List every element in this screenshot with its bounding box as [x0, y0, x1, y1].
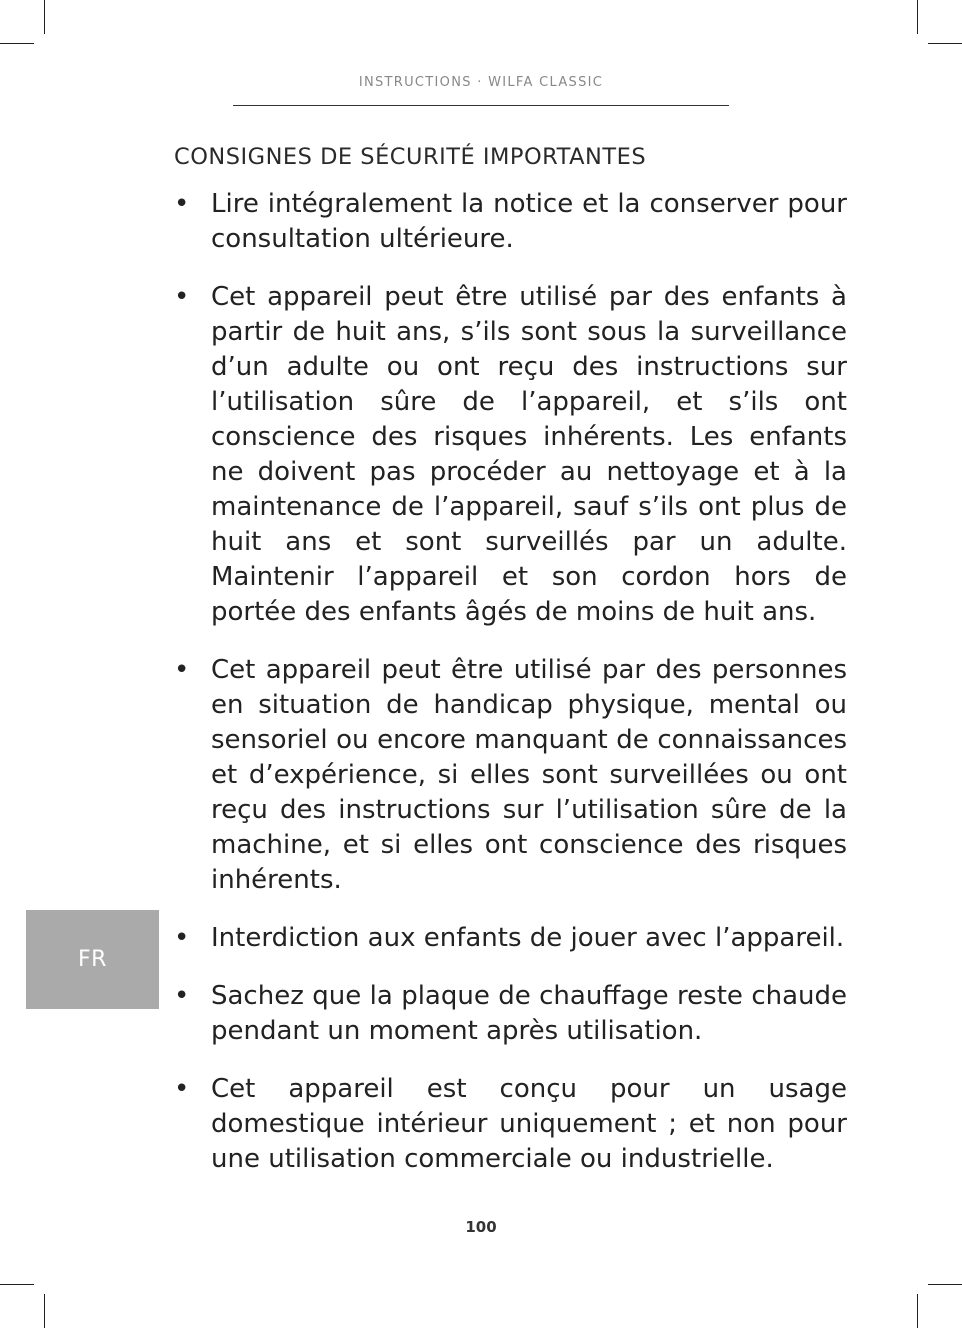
list-item [170, 280, 847, 630]
bullet-icon: • [174, 189, 190, 219]
header-divider [233, 105, 729, 106]
crop-mark-top-right-vertical [917, 0, 918, 34]
list-item-text: Cet appareil est conçu pour un usage domestique intérieur uniquement ; et non pour une utilisation commerciale ou industrielle. [211, 1074, 847, 1174]
crop-mark-bottom-left-vertical [44, 1294, 45, 1328]
section-title: CONSIGNES DE SÉCURITÉ IMPORTANTES [174, 144, 647, 170]
language-tab [26, 910, 159, 1009]
list-item [170, 653, 847, 898]
page-number: 100 [465, 1218, 497, 1236]
list-item-text: Interdiction aux enfants de jouer avec l’appareil. [211, 923, 845, 953]
running-header: INSTRUCTIONS · WILFA CLASSIC [358, 75, 604, 90]
bullet-icon: • [174, 923, 190, 953]
list-item-text: Cet appareil peut être utilisé par des personnes en situation de handicap physique, mental ou sensoriel ou encore manquant de connaissances et d’expérience, si elles sont surveillées ou ont reçu des instructions sur l’utilisation sûre de la machine, et si elles ont conscience des risques inhérents. [211, 655, 847, 895]
bullet-icon: • [174, 655, 190, 685]
crop-mark-top-left-horizontal [0, 43, 34, 44]
list-item-text: Sachez que la plaque de chauffage reste chaude pendant un moment après utilisation. [211, 981, 847, 1046]
crop-mark-bottom-right-horizontal [928, 1284, 962, 1285]
list-item-text: Cet appareil peut être utilisé par des enfants à partir de huit ans, s’ils sont sous la surveillance d’un adulte ou ont reçu des instructions sur l’utilisation sûre de l’appareil, et s’ils ont conscience des risques inhérents. Les enfants ne doivent pas procéder au nettoyage et à la maintenance de l’appareil, sauf s’ils ont plus de huit ans et sont surveillés par un adulte. Maintenir l’appareil et son cordon hors de portée des enfants âgés de moins de huit ans. [211, 282, 847, 627]
crop-mark-top-left-vertical [44, 0, 45, 34]
bullet-icon: • [174, 981, 190, 1011]
bullet-icon: • [174, 1074, 190, 1104]
list-item-text: Lire intégralement la notice et la conserver pour consultation ultérieure. [211, 189, 847, 254]
safety-instructions-list [170, 187, 847, 1177]
crop-mark-top-right-horizontal [928, 43, 962, 44]
bullet-icon: • [174, 282, 190, 312]
list-item [170, 921, 847, 956]
list-item [170, 1072, 847, 1177]
list-item [170, 187, 847, 257]
crop-mark-bottom-right-vertical [917, 1294, 918, 1328]
crop-mark-bottom-left-horizontal [0, 1284, 34, 1285]
language-tab-label: FR [78, 947, 107, 972]
list-item [170, 979, 847, 1049]
